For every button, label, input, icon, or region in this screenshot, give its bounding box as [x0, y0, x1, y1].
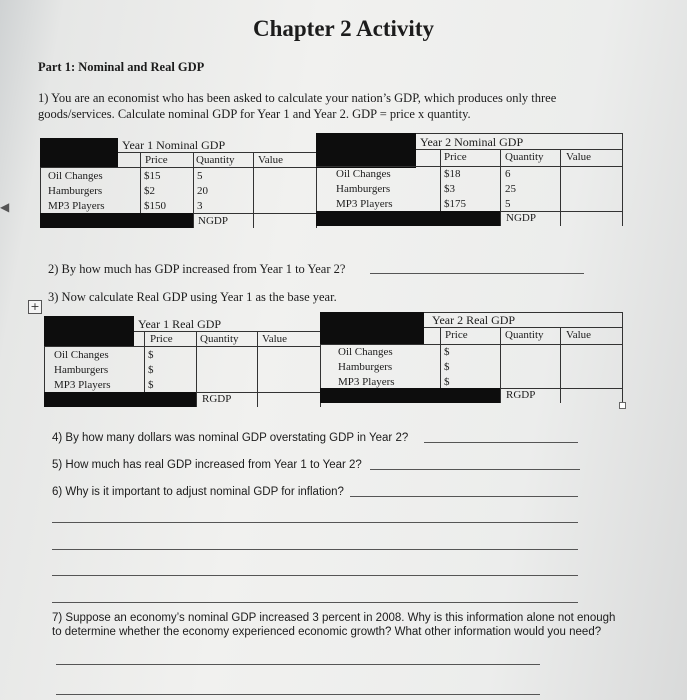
grid-line — [320, 344, 622, 345]
grid-line — [40, 167, 41, 213]
answer-line-q4[interactable] — [424, 442, 578, 443]
row-quantity: 5 — [505, 198, 511, 210]
table-title: Year 1 Real GDP — [138, 317, 222, 331]
grid-line — [196, 331, 197, 407]
row-item: Oil Changes — [54, 349, 109, 361]
row-price: $ — [148, 379, 154, 391]
question-1-line1: 1) You are an economist who has been asked to calculate your nation’s GDP, which produces only three — [38, 91, 557, 105]
resize-handle-icon[interactable] — [619, 402, 626, 409]
table-title: Year 2 Nominal GDP — [420, 135, 524, 149]
grid-line — [118, 152, 316, 153]
grid-line — [44, 346, 320, 347]
grid-line — [622, 133, 623, 226]
column-header-price: Price — [444, 151, 467, 163]
question-2: 2) By how much has GDP increased from Year 1 to Year 2? — [48, 262, 346, 276]
column-header-value: Value — [262, 333, 288, 345]
grid-line — [500, 149, 501, 226]
row-item: Hamburgers — [48, 185, 103, 197]
row-item: Hamburgers — [336, 183, 391, 195]
column-header-value: Value — [566, 151, 592, 163]
column-header-price: Price — [445, 329, 468, 341]
answer-line-q7[interactable] — [56, 664, 540, 665]
column-header-quantity: Quantity — [505, 329, 544, 341]
question-7-line1: 7) Suppose an economy’s nominal GDP increased 3 percent in 2008. Why is this information alone not enough — [52, 612, 616, 624]
answer-line-q2[interactable] — [370, 273, 584, 274]
grid-line — [193, 152, 194, 228]
row-price: $175 — [444, 198, 466, 210]
table-shading — [44, 392, 196, 407]
grid-line — [560, 327, 561, 403]
row-price: $2 — [144, 185, 155, 197]
total-label: NGDP — [198, 215, 228, 227]
grid-line — [140, 152, 141, 213]
grid-line — [622, 312, 623, 403]
row-price: $ — [148, 364, 154, 376]
row-price: $3 — [444, 183, 455, 195]
question-7-line2: to determine whether the economy experienced economic growth? What other information would you need? — [52, 626, 602, 638]
column-header-price: Price — [145, 154, 168, 166]
answer-line-q6[interactable] — [350, 496, 578, 497]
grid-line — [257, 331, 258, 407]
answer-line-q6-extra[interactable] — [52, 575, 578, 576]
grid-line — [500, 327, 501, 403]
answer-line-q7[interactable] — [56, 694, 540, 695]
total-label: NGDP — [506, 212, 536, 224]
column-header-value: Value — [258, 154, 284, 166]
table-title: Year 1 Nominal GDP — [122, 138, 226, 152]
grid-line — [424, 312, 622, 313]
row-item: MP3 Players — [48, 200, 105, 212]
row-quantity: 25 — [505, 183, 516, 195]
question-5: 5) How much has real GDP increased from Year 1 to Year 2? — [52, 459, 362, 471]
row-price: $15 — [144, 170, 161, 182]
row-price: $ — [444, 376, 450, 388]
table-shading — [40, 138, 118, 167]
grid-line — [560, 149, 561, 226]
table-title: Year 2 Real GDP — [432, 313, 516, 327]
grid-line — [316, 166, 622, 167]
row-price: $ — [148, 349, 154, 361]
row-price: $ — [444, 346, 450, 358]
grid-line — [416, 133, 622, 134]
column-header-value: Value — [566, 329, 592, 341]
column-header-price: Price — [150, 333, 173, 345]
table-shading — [40, 213, 193, 228]
column-header-quantity: Quantity — [200, 333, 239, 345]
row-price: $150 — [144, 200, 166, 212]
row-item: Oil Changes — [48, 170, 103, 182]
grid-line — [40, 167, 316, 168]
row-quantity: 5 — [197, 170, 203, 182]
answer-line-q6-extra[interactable] — [52, 602, 578, 603]
row-item: MP3 Players — [336, 198, 393, 210]
question-4: 4) By how many dollars was nominal GDP overstating GDP in Year 2? — [52, 432, 409, 444]
answer-line-q6-extra[interactable] — [52, 549, 578, 550]
row-quantity: 3 — [197, 200, 203, 212]
grid-line — [416, 149, 622, 150]
grid-line — [424, 327, 622, 328]
grid-line — [440, 327, 441, 388]
grid-line — [253, 152, 254, 228]
table-shading — [316, 133, 416, 168]
table-shading — [44, 316, 134, 346]
row-item: Hamburgers — [338, 361, 393, 373]
table-shading — [320, 312, 424, 344]
grid-line — [440, 149, 441, 211]
table-shading — [316, 211, 500, 226]
row-item: Oil Changes — [338, 346, 393, 358]
total-label: RGDP — [506, 389, 536, 401]
plus-icon[interactable]: + — [28, 300, 42, 314]
row-price: $18 — [444, 168, 461, 180]
row-quantity: 6 — [505, 168, 511, 180]
answer-line-q6-extra[interactable] — [52, 522, 578, 523]
total-label: RGDP — [202, 393, 232, 405]
question-3: 3) Now calculate Real GDP using Year 1 as the base year. — [48, 290, 337, 304]
column-header-quantity: Quantity — [505, 151, 544, 163]
question-1-line2: goods/services. Calculate nominal GDP for Year 1 and Year 2. GDP = price x quantity. — [38, 107, 471, 121]
row-item: MP3 Players — [338, 376, 395, 388]
answer-line-q5[interactable] — [370, 469, 580, 470]
arrow-left-icon: ◀ — [0, 200, 10, 214]
table-shading — [320, 388, 500, 403]
column-header-quantity: Quantity — [196, 154, 235, 166]
question-6: 6) Why is it important to adjust nominal GDP for inflation? — [52, 486, 344, 498]
row-item: Hamburgers — [54, 364, 109, 376]
row-price: $ — [444, 361, 450, 373]
row-quantity: 20 — [197, 185, 208, 197]
row-item: MP3 Players — [54, 379, 111, 391]
grid-line — [44, 346, 45, 392]
section-heading-part1: Part 1: Nominal and Real GDP — [38, 60, 205, 74]
page-title: Chapter 2 Activity — [252, 16, 434, 41]
row-item: Oil Changes — [336, 168, 391, 180]
grid-line — [144, 331, 145, 392]
grid-line — [134, 331, 320, 332]
